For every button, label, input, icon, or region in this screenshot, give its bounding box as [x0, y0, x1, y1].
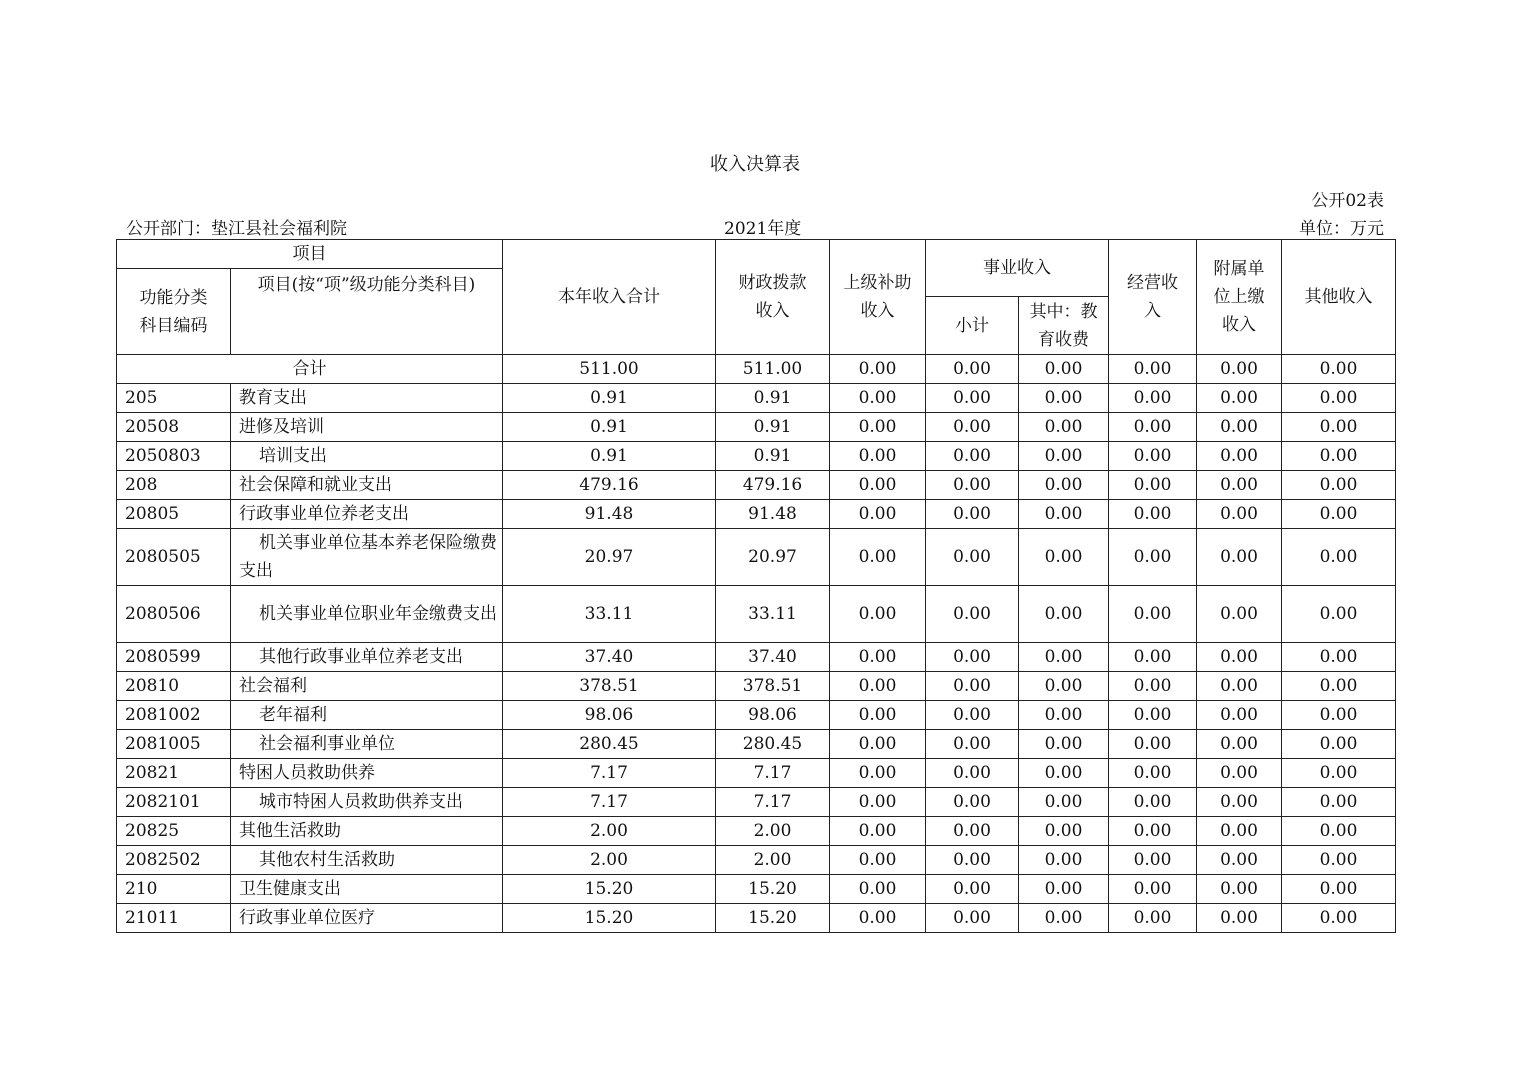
row-value: 7.17 — [716, 759, 830, 788]
row-value: 0.00 — [1109, 875, 1197, 904]
row-code: 20810 — [117, 672, 231, 701]
row-value: 378.51 — [503, 672, 716, 701]
row-value: 7.17 — [503, 759, 716, 788]
row-value: 0.00 — [1019, 846, 1109, 875]
table-row — [117, 586, 1396, 643]
table-row — [117, 817, 1396, 846]
row-value: 280.45 — [716, 730, 830, 759]
row-value: 0.00 — [1019, 904, 1109, 933]
table-row — [117, 904, 1396, 933]
table-row — [117, 730, 1396, 759]
row-value: 0.00 — [1109, 788, 1197, 817]
row-name: 其他生活救助 — [231, 817, 503, 846]
row-value: 0.91 — [503, 413, 716, 442]
row-value: 37.40 — [716, 643, 830, 672]
row-value: 0.91 — [503, 442, 716, 471]
row-value: 0.00 — [830, 788, 926, 817]
row-value: 0.00 — [1282, 586, 1396, 643]
header-affiliated: 附属单位上缴收入 — [1197, 240, 1282, 355]
row-name: 社会福利 — [231, 672, 503, 701]
row-name: 特困人员救助供养 — [231, 759, 503, 788]
row-value: 0.00 — [1282, 817, 1396, 846]
row-value: 0.00 — [926, 788, 1019, 817]
row-value: 0.00 — [1109, 442, 1197, 471]
row-value: 0.00 — [830, 413, 926, 442]
row-value: 0.00 — [926, 643, 1019, 672]
row-value: 20.97 — [716, 529, 830, 586]
row-value: 0.00 — [1282, 846, 1396, 875]
row-value: 0.00 — [1019, 672, 1109, 701]
row-value: 0.00 — [1197, 730, 1282, 759]
row-value: 0.00 — [1109, 384, 1197, 413]
row-code: 20825 — [117, 817, 231, 846]
row-name: 社会保障和就业支出 — [231, 471, 503, 500]
header-fiscal: 财政拨款收入 — [716, 240, 830, 355]
row-value: 0.00 — [1019, 384, 1109, 413]
row-code: 20821 — [117, 759, 231, 788]
income-table — [116, 239, 1396, 933]
row-value: 15.20 — [716, 904, 830, 933]
row-value: 0.00 — [830, 529, 926, 586]
row-value: 15.20 — [716, 875, 830, 904]
row-value: 0.00 — [1109, 672, 1197, 701]
row-value: 0.00 — [1282, 875, 1396, 904]
row-value: 0.00 — [1019, 759, 1109, 788]
row-value: 0.91 — [716, 442, 830, 471]
row-value: 0.00 — [1109, 759, 1197, 788]
row-value: 0.00 — [926, 817, 1019, 846]
row-value: 15.20 — [503, 875, 716, 904]
row-value: 0.00 — [1019, 586, 1109, 643]
row-value: 2.00 — [716, 817, 830, 846]
row-value: 479.16 — [503, 471, 716, 500]
row-value: 0.00 — [830, 730, 926, 759]
table-row — [117, 875, 1396, 904]
row-value: 0.00 — [1282, 442, 1396, 471]
row-value: 91.48 — [716, 500, 830, 529]
table-row — [117, 384, 1396, 413]
row-value: 2.00 — [716, 846, 830, 875]
row-value: 0.00 — [926, 384, 1019, 413]
row-value: 0.00 — [830, 643, 926, 672]
table-row — [117, 846, 1396, 875]
row-value: 0.00 — [1197, 529, 1282, 586]
row-code: 20508 — [117, 413, 231, 442]
row-value: 0.00 — [830, 904, 926, 933]
row-code: 2082502 — [117, 846, 231, 875]
row-value: 0.00 — [1282, 701, 1396, 730]
row-value: 0.91 — [716, 384, 830, 413]
row-value: 0.00 — [830, 471, 926, 500]
header-edu-fee: 其中：教育收费 — [1019, 297, 1109, 355]
row-value: 0.00 — [1109, 413, 1197, 442]
row-value: 0.00 — [1282, 384, 1396, 413]
row-value: 7.17 — [503, 788, 716, 817]
row-value: 0.00 — [1109, 846, 1197, 875]
row-value: 0.00 — [1197, 672, 1282, 701]
header-total: 本年收入合计 — [503, 240, 716, 355]
row-code: 210 — [117, 875, 231, 904]
row-value: 0.00 — [830, 384, 926, 413]
row-value: 0.00 — [830, 846, 926, 875]
row-value: 0.00 — [1282, 759, 1396, 788]
row-value: 0.00 — [1109, 904, 1197, 933]
row-name: 社会福利事业单位 — [231, 730, 503, 759]
total-cell: 511.00 — [503, 355, 716, 384]
row-value: 0.00 — [1019, 413, 1109, 442]
row-name: 教育支出 — [231, 384, 503, 413]
row-name: 行政事业单位医疗 — [231, 904, 503, 933]
unit-label: 单位：万元 — [1299, 219, 1384, 239]
row-value: 0.00 — [926, 759, 1019, 788]
row-value: 0.00 — [1109, 730, 1197, 759]
table-row — [117, 471, 1396, 500]
row-value: 0.00 — [830, 817, 926, 846]
row-value: 0.00 — [830, 701, 926, 730]
row-value: 2.00 — [503, 846, 716, 875]
meta-line — [126, 214, 1384, 239]
table-row — [117, 759, 1396, 788]
row-code: 2082101 — [117, 788, 231, 817]
row-value: 0.00 — [1282, 730, 1396, 759]
row-value: 0.91 — [716, 413, 830, 442]
row-value: 0.00 — [1109, 471, 1197, 500]
row-name: 卫生健康支出 — [231, 875, 503, 904]
header-operating: 经营收入 — [1109, 240, 1197, 355]
row-value: 0.00 — [1197, 643, 1282, 672]
total-cell: 0.00 — [926, 355, 1019, 384]
row-value: 0.00 — [1019, 701, 1109, 730]
row-value: 0.00 — [926, 442, 1019, 471]
row-name: 老年福利 — [231, 701, 503, 730]
row-value: 33.11 — [716, 586, 830, 643]
row-value: 37.40 — [503, 643, 716, 672]
department-label: 公开部门：垫江县社会福利院 — [126, 219, 347, 239]
row-value: 0.00 — [1282, 413, 1396, 442]
row-value: 98.06 — [503, 701, 716, 730]
row-value: 0.00 — [926, 875, 1019, 904]
row-value: 0.00 — [1282, 904, 1396, 933]
row-value: 0.00 — [1019, 730, 1109, 759]
row-value: 98.06 — [716, 701, 830, 730]
row-value: 0.00 — [926, 701, 1019, 730]
table-row — [117, 643, 1396, 672]
table-row — [117, 442, 1396, 471]
row-value: 0.00 — [1197, 586, 1282, 643]
row-value: 0.00 — [1109, 817, 1197, 846]
row-value: 0.00 — [1282, 672, 1396, 701]
row-value: 0.00 — [1197, 701, 1282, 730]
row-value: 0.00 — [926, 730, 1019, 759]
row-value: 0.00 — [1197, 471, 1282, 500]
row-value: 0.00 — [1019, 529, 1109, 586]
row-value: 0.00 — [1197, 788, 1282, 817]
row-value: 0.00 — [926, 500, 1019, 529]
total-cell: 0.00 — [830, 355, 926, 384]
row-value: 0.00 — [1197, 442, 1282, 471]
row-value: 0.00 — [1019, 875, 1109, 904]
row-value: 0.00 — [1197, 817, 1282, 846]
row-name: 机关事业单位职业年金缴费支出 — [231, 586, 503, 643]
header-subtotal: 小计 — [926, 297, 1019, 355]
row-value: 0.00 — [1197, 413, 1282, 442]
row-value: 0.00 — [1197, 759, 1282, 788]
row-name: 其他行政事业单位养老支出 — [231, 643, 503, 672]
row-code: 208 — [117, 471, 231, 500]
row-value: 0.00 — [830, 442, 926, 471]
row-value: 0.00 — [1019, 471, 1109, 500]
row-value: 0.00 — [926, 529, 1019, 586]
row-value: 0.00 — [830, 875, 926, 904]
total-cell: 0.00 — [1019, 355, 1109, 384]
row-code: 205 — [117, 384, 231, 413]
row-code: 2080505 — [117, 529, 231, 586]
table-row — [117, 413, 1396, 442]
row-value: 0.00 — [830, 672, 926, 701]
row-value: 0.00 — [926, 904, 1019, 933]
row-value: 378.51 — [716, 672, 830, 701]
fiscal-year: 2021年度 — [724, 219, 802, 239]
row-value: 0.00 — [926, 672, 1019, 701]
table-row — [117, 672, 1396, 701]
row-value: 0.00 — [926, 586, 1019, 643]
table-row — [117, 701, 1396, 730]
row-code: 2080599 — [117, 643, 231, 672]
row-value: 0.00 — [830, 586, 926, 643]
row-value: 0.00 — [1282, 500, 1396, 529]
row-name: 机关事业单位基本养老保险缴费支出 — [231, 529, 503, 586]
row-value: 33.11 — [503, 586, 716, 643]
row-code: 21011 — [117, 904, 231, 933]
header-item: 项目 — [117, 240, 503, 269]
row-value: 7.17 — [716, 788, 830, 817]
row-value: 0.00 — [1282, 471, 1396, 500]
row-value: 0.00 — [926, 471, 1019, 500]
total-cell: 511.00 — [716, 355, 830, 384]
total-row — [117, 355, 1396, 384]
row-value: 0.00 — [1109, 500, 1197, 529]
row-value: 0.00 — [830, 759, 926, 788]
row-value: 0.00 — [1197, 904, 1282, 933]
row-value: 15.20 — [503, 904, 716, 933]
table-row — [117, 788, 1396, 817]
row-value: 91.48 — [503, 500, 716, 529]
table-row — [117, 529, 1396, 586]
row-code: 2050803 — [117, 442, 231, 471]
header-superior: 上级补助收入 — [830, 240, 926, 355]
row-value: 0.00 — [1019, 817, 1109, 846]
table-row — [117, 500, 1396, 529]
row-code: 2081005 — [117, 730, 231, 759]
row-value: 0.00 — [1197, 384, 1282, 413]
form-number: 公开02表 — [1311, 191, 1384, 211]
row-value: 0.00 — [1282, 643, 1396, 672]
header-business: 事业收入 — [926, 240, 1109, 297]
row-name: 培训支出 — [231, 442, 503, 471]
total-cell: 0.00 — [1109, 355, 1197, 384]
row-value: 280.45 — [503, 730, 716, 759]
row-value: 0.00 — [926, 413, 1019, 442]
header-other: 其他收入 — [1282, 240, 1396, 355]
row-value: 0.00 — [1109, 701, 1197, 730]
row-name: 其他农村生活救助 — [231, 846, 503, 875]
row-value: 0.00 — [1197, 875, 1282, 904]
row-value: 2.00 — [503, 817, 716, 846]
row-value: 479.16 — [716, 471, 830, 500]
row-value: 0.00 — [1282, 788, 1396, 817]
row-value: 20.97 — [503, 529, 716, 586]
row-name: 行政事业单位养老支出 — [231, 500, 503, 529]
row-value: 0.00 — [1282, 529, 1396, 586]
row-value: 0.00 — [1019, 442, 1109, 471]
total-cell: 0.00 — [1282, 355, 1396, 384]
header-code: 功能分类科目编码 — [117, 269, 231, 355]
row-code: 2080506 — [117, 586, 231, 643]
row-value: 0.00 — [1019, 643, 1109, 672]
row-value: 0.91 — [503, 384, 716, 413]
header-name: 项目(按“项”级功能分类科目) — [231, 269, 503, 355]
page-title: 收入决算表 — [710, 154, 800, 175]
row-value: 0.00 — [1019, 788, 1109, 817]
row-value: 0.00 — [1197, 500, 1282, 529]
total-label: 合计 — [117, 355, 503, 384]
row-code: 20805 — [117, 500, 231, 529]
row-name: 城市特困人员救助供养支出 — [231, 788, 503, 817]
total-cell: 0.00 — [1197, 355, 1282, 384]
row-value: 0.00 — [926, 846, 1019, 875]
row-value: 0.00 — [1019, 500, 1109, 529]
row-value: 0.00 — [830, 500, 926, 529]
row-value: 0.00 — [1109, 586, 1197, 643]
row-name: 进修及培训 — [231, 413, 503, 442]
row-value: 0.00 — [1197, 846, 1282, 875]
row-code: 2081002 — [117, 701, 231, 730]
row-value: 0.00 — [1109, 529, 1197, 586]
row-value: 0.00 — [1109, 643, 1197, 672]
